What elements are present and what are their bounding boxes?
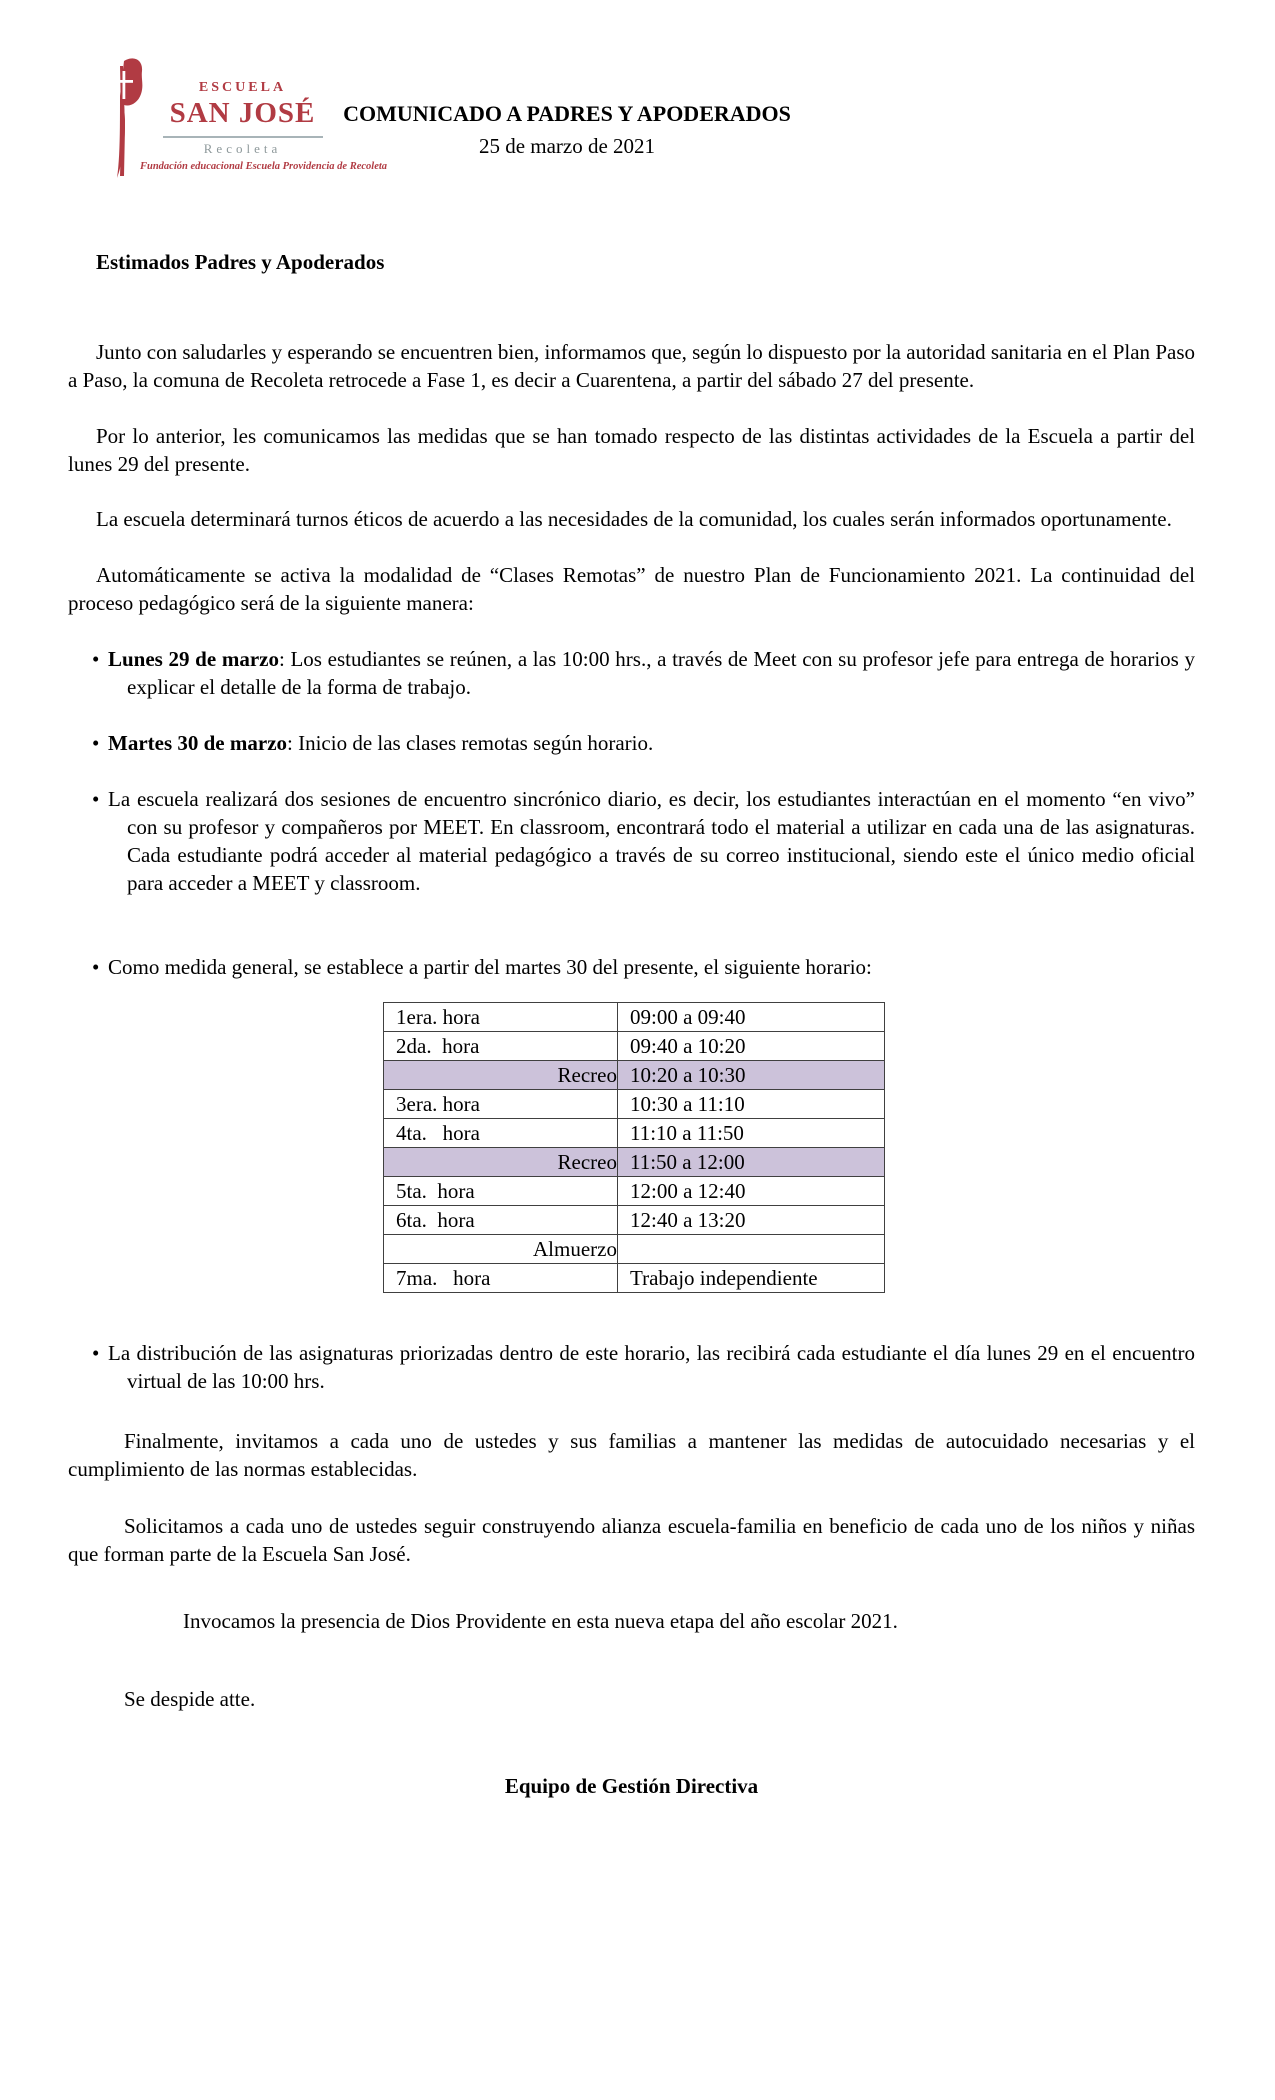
period-label-cell: 5ta. hora — [384, 1177, 618, 1206]
schedule-row-recreo — [384, 1148, 885, 1177]
period-label-cell: Recreo — [384, 1061, 618, 1090]
paragraph-4: Automáticamente se activa la modalidad de “Clases Remotas” de nuestro Plan de Funcionamiento 2021. La continuidad del proceso pedagógico será de la siguiente manera: — [68, 563, 1195, 615]
schedule-row — [384, 1003, 885, 1032]
document-header — [0, 0, 1275, 210]
bullet-1-text: : Los estudiantes se reúnen, a las 10:00 hrs., a través de Meet con su profesor jefe para entrega de horarios y explicar el detalle de la forma de trabajo. — [127, 647, 1195, 699]
logo-san-jose-text: SAN JOSÉ — [169, 97, 316, 129]
bullet-icon: • — [92, 787, 100, 811]
title-block — [0, 101, 1134, 159]
schedule-row-recreo — [384, 1061, 885, 1090]
time-value-cell: 09:00 a 09:40 — [618, 1003, 885, 1032]
bullet-icon: • — [92, 731, 100, 755]
bullet-item-2 — [68, 729, 1195, 757]
bullet-item-4 — [68, 953, 1195, 981]
schedule-row — [384, 1119, 885, 1148]
logo-tagline: Fundación educacional Escuela Providencia de Recoleta — [140, 161, 388, 172]
bullet-3-text: La escuela realizará dos sesiones de encuentro sincrónico diario, es decir, los estudiantes interactúan en el momento “en vivo” con su profesor y compañeros por MEET. En classroom, encontrará todo el material a utilizar en cada una de las asignaturas. Cada estudiante podrá acceder al material pedagógico a través de su correo institucional, siendo este el único medio oficial para acceder a MEET y classroom. — [108, 787, 1195, 895]
time-value-cell: 12:00 a 12:40 — [618, 1177, 885, 1206]
time-value-cell: 11:10 a 11:50 — [618, 1119, 885, 1148]
logo-recoleta-text: Recoleta — [203, 141, 282, 156]
schedule-row-almuerzo — [384, 1235, 885, 1264]
time-value-cell: 10:30 a 11:10 — [618, 1090, 885, 1119]
bullet-item-5 — [68, 1339, 1195, 1395]
paragraph-2: Por lo anterior, les comunicamos las medidas que se han tomado respecto de las distintas actividades de la Escuela a partir del lunes 29 del presente. — [68, 424, 1195, 476]
schedule-row — [384, 1090, 885, 1119]
period-label-cell: 3era. hora — [384, 1090, 618, 1119]
period-label-cell: 2da. hora — [384, 1032, 618, 1061]
paragraph-1: Junto con saludarles y esperando se encuentren bien, informamos que, según lo dispuesto por la autoridad sanitaria en el Plan Paso a Paso, la comuna de Recoleta retrocede a Fase 1, es decir a Cuarentena, a partir del sábado 27 del presente. — [68, 340, 1195, 392]
document-title: COMUNICADO A PADRES Y APODERADOS — [343, 101, 791, 126]
bullet-icon: • — [92, 955, 100, 979]
document-date: 25 de marzo de 2021 — [478, 134, 656, 158]
bullet-icon: • — [92, 647, 100, 671]
period-label-cell: 1era. hora — [384, 1003, 618, 1032]
time-value-cell — [618, 1235, 885, 1264]
schedule-table — [383, 1002, 885, 1293]
closing-line: Se despide atte. — [124, 1687, 256, 1711]
paragraph-finalmente: Finalmente, invitamos a cada uno de ustedes y sus familias a mantener las medidas de autocuidado necesarias y el cumplimiento de las normas establecidas. — [68, 1429, 1195, 1481]
greeting: Estimados Padres y Apoderados — [96, 250, 385, 274]
bullet-2-bold: Martes 30 de marzo — [108, 731, 288, 755]
bullet-2-text: : Inicio de las clases remotas según horario. — [287, 731, 654, 755]
period-label-cell: 7ma. hora — [384, 1264, 618, 1293]
bullet-5-text: La distribución de las asignaturas priorizadas dentro de este horario, las recibirá cada estudiante el día lunes 29 en el encuentro virtual de las 10:00 hrs. — [108, 1341, 1195, 1393]
paragraph-3: La escuela determinará turnos éticos de acuerdo a las necesidades de la comunidad, los cuales serán informados oportunamente. — [96, 507, 1172, 531]
time-value-cell: 12:40 a 13:20 — [618, 1206, 885, 1235]
time-value-cell: Trabajo independiente — [618, 1264, 885, 1293]
bullet-icon: • — [92, 1341, 100, 1365]
schedule-row — [384, 1032, 885, 1061]
period-label-cell: Almuerzo — [384, 1235, 618, 1264]
bullet-item-1 — [68, 645, 1195, 701]
time-value-cell: 10:20 a 10:30 — [618, 1061, 885, 1090]
bullet-item-3 — [68, 785, 1195, 897]
period-label-cell: Recreo — [384, 1148, 618, 1177]
document-body — [0, 248, 1275, 1800]
schedule-row — [384, 1206, 885, 1235]
bullet-1-bold: Lunes 29 de marzo — [108, 647, 279, 671]
bullet-4-text: Como medida general, se establece a partir del martes 30 del presente, el siguiente horario: — [108, 955, 872, 979]
signature: Equipo de Gestión Directiva — [504, 1774, 759, 1798]
schedule-row — [384, 1264, 885, 1293]
paragraph-solicitamos: Solicitamos a cada uno de ustedes seguir construyendo alianza escuela-familia en beneficio de cada uno de los niños y niñas que forman parte de la Escuela San José. — [68, 1514, 1195, 1566]
period-label-cell: 6ta. hora — [384, 1206, 618, 1235]
period-label-cell: 4ta. hora — [384, 1119, 618, 1148]
logo-escuela-text: ESCUELA — [198, 80, 287, 95]
paragraph-invocamos: Invocamos la presencia de Dios Providente en esta nueva etapa del año escolar 2021. — [183, 1609, 898, 1633]
time-value-cell: 11:50 a 12:00 — [618, 1148, 885, 1177]
schedule-row — [384, 1177, 885, 1206]
time-value-cell: 09:40 a 10:20 — [618, 1032, 885, 1061]
